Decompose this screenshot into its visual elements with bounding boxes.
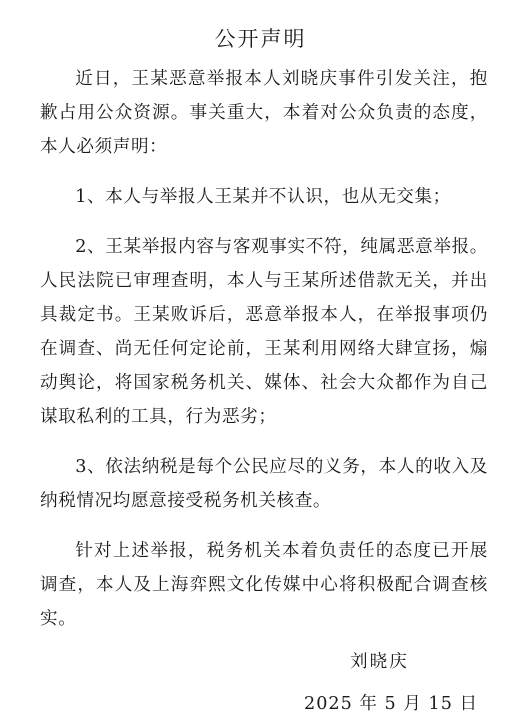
signature-date: 2025 年 5 月 15 日 [304,694,479,714]
paragraph-intro: 近日，王某恶意举报本人刘晓庆事件引发关注，抱歉占用公众资源。事关重大，本着对公众负责的态度，本人必须声明： [40,69,488,157]
paragraph-closing: 针对上述举报，税务机关本着负责任的态度已开展调查，本人及上海弈熙文化传媒中心将积极配合调查核实。 [40,541,488,629]
paragraph-point-3: 3、依法纳税是每个公民应尽的义务，本人的收入及纳税情况均愿意接受税务机关核查。 [40,457,488,511]
paragraph-point-2: 2、王某举报内容与客观事实不符，纯属恶意举报。人民法院已审理查明，本人与王某所述借款无关，并出具裁定书。王某败诉后，恶意举报本人，在举报事项仍在调查、尚无任何定论前，王某利用网络大肆宣扬，煽动舆论，将国家税务机关、媒体、社会大众都作为自己谋取私利的工具，行为恶劣； [40,237,488,427]
page-title: 公开声明 [214,27,307,51]
paragraph-point-1: 1、本人与举报人王某并不认识，也从无交集； [75,187,451,207]
signature-name: 刘晓庆 [350,652,409,672]
statement-body [40,62,488,636]
